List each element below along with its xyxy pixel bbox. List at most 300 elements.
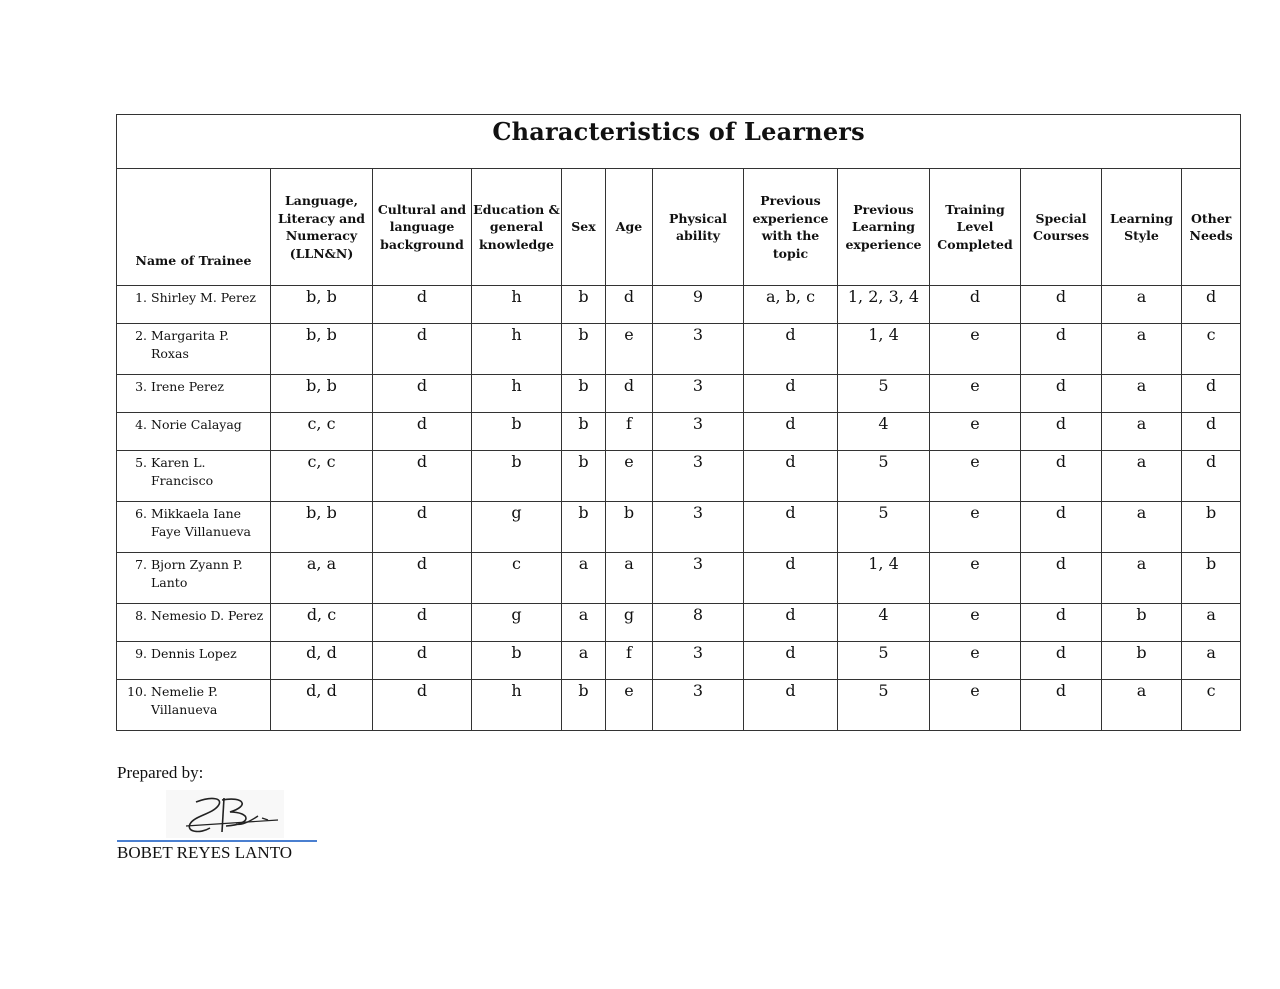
table-cell	[562, 324, 606, 375]
table-cell	[1102, 680, 1182, 731]
cell-value: d	[785, 452, 796, 471]
table-cell	[838, 604, 930, 642]
table-cell	[606, 324, 653, 375]
cell-value: d	[785, 503, 796, 522]
table-cell	[373, 375, 472, 413]
cell-value: b	[578, 376, 589, 395]
table-cell	[472, 375, 562, 413]
cell-value: d	[1055, 325, 1067, 344]
table-cell	[744, 553, 838, 604]
cell-value: 3	[692, 554, 704, 573]
table-cell	[373, 413, 472, 451]
table-cell	[1021, 451, 1102, 502]
table-cell	[930, 604, 1021, 642]
table-cell	[1102, 553, 1182, 604]
cell-value: h	[511, 681, 522, 700]
cell-value: b	[511, 452, 522, 471]
column-header: Physical ability	[653, 169, 744, 286]
cell-value: a, a	[306, 554, 337, 573]
cell-value: 3	[692, 325, 704, 344]
cell-value: h	[511, 325, 522, 344]
table-cell	[838, 451, 930, 502]
cell-value: b	[1205, 503, 1217, 522]
table-cell	[653, 502, 744, 553]
table-cell	[930, 451, 1021, 502]
cell-value: e	[970, 325, 980, 344]
table-cell	[930, 375, 1021, 413]
column-header: Sex	[562, 169, 606, 286]
column-header: Learning Style	[1102, 169, 1182, 286]
trainee-name: Mikkaela Iane Faye Villanueva	[151, 506, 251, 539]
cell-value: d	[1205, 452, 1217, 471]
cell-value: a	[578, 605, 589, 624]
cell-value: e	[970, 643, 980, 662]
cell-value: d	[785, 414, 796, 433]
table-cell	[744, 324, 838, 375]
row-number: 7.	[135, 557, 147, 572]
cell-value: e	[624, 325, 634, 344]
table-cell	[1021, 375, 1102, 413]
table-cell	[472, 642, 562, 680]
trainee-name: Nemelie P. Villanueva	[151, 684, 218, 717]
table-cell	[744, 502, 838, 553]
table-cell	[472, 680, 562, 731]
trainee-name-cell	[117, 451, 271, 502]
cell-value: e	[970, 503, 980, 522]
cell-value: 5	[878, 503, 889, 522]
cell-value: d, d	[306, 681, 337, 700]
table-cell	[1102, 324, 1182, 375]
trainee-name-cell	[117, 604, 271, 642]
trainee-name-cell	[117, 680, 271, 731]
table-cell	[606, 604, 653, 642]
cell-value: d	[623, 287, 635, 306]
trainee-name: Karen L. Francisco	[151, 455, 214, 488]
table-cell	[373, 553, 472, 604]
cell-value: d	[623, 376, 635, 395]
table-cell	[930, 286, 1021, 324]
row-number: 6.	[135, 506, 147, 521]
column-header: Special Courses	[1021, 169, 1102, 286]
trainee-name-cell	[117, 324, 271, 375]
table-row	[117, 642, 1241, 680]
cell-value: c	[1206, 681, 1216, 700]
table-cell	[606, 375, 653, 413]
table-cell	[653, 604, 744, 642]
table-cell	[930, 413, 1021, 451]
table-cell	[744, 680, 838, 731]
header-row	[117, 169, 1241, 286]
table-cell	[930, 324, 1021, 375]
cell-value: 3	[692, 452, 704, 471]
table-cell	[373, 642, 472, 680]
table-cell	[653, 642, 744, 680]
table-cell	[744, 413, 838, 451]
table-cell	[653, 680, 744, 731]
table-cell	[472, 413, 562, 451]
table-cell	[472, 502, 562, 553]
table-cell	[1021, 413, 1102, 451]
table-cell	[930, 502, 1021, 553]
table-cell	[606, 553, 653, 604]
cell-value: e	[970, 681, 980, 700]
cell-value: d	[1055, 452, 1067, 471]
table-cell	[1102, 604, 1182, 642]
table-cell	[1182, 553, 1241, 604]
cell-value: b	[511, 643, 522, 662]
cell-value: a	[1136, 414, 1147, 433]
cell-value: e	[624, 681, 634, 700]
cell-value: c	[512, 554, 521, 573]
cell-value: d	[416, 287, 428, 306]
cell-value: b	[1136, 643, 1147, 662]
table-row	[117, 286, 1241, 324]
table-cell	[1021, 553, 1102, 604]
table-row	[117, 553, 1241, 604]
cell-value: d, d	[306, 643, 337, 662]
cell-value: a	[1206, 605, 1216, 624]
table-cell	[1021, 502, 1102, 553]
table-cell	[653, 324, 744, 375]
cell-value: a, b, c	[765, 287, 816, 306]
cell-value: h	[511, 287, 522, 306]
table-cell	[1102, 413, 1182, 451]
cell-value: d	[416, 376, 428, 395]
cell-value: b, b	[306, 503, 337, 522]
table-cell	[653, 451, 744, 502]
table-cell	[472, 324, 562, 375]
table-cell	[838, 502, 930, 553]
table-cell	[373, 286, 472, 324]
table-cell	[930, 642, 1021, 680]
cell-value: d	[1055, 287, 1067, 306]
cell-value: 4	[878, 414, 889, 433]
table-cell	[1102, 286, 1182, 324]
cell-value: d	[416, 325, 428, 344]
table-cell	[1182, 324, 1241, 375]
signature-line	[117, 840, 317, 842]
trainee-name: Margarita P. Roxas	[151, 328, 229, 361]
table-cell	[606, 286, 653, 324]
table-cell	[562, 413, 606, 451]
signer-name: BOBET REYES LANTO	[117, 843, 293, 862]
table-cell	[271, 642, 373, 680]
cell-value: 3	[692, 376, 704, 395]
table-cell	[606, 502, 653, 553]
cell-value: 9	[692, 287, 704, 306]
table-cell	[271, 553, 373, 604]
cell-value: d	[416, 503, 428, 522]
table-cell	[1102, 502, 1182, 553]
cell-value: c	[1206, 325, 1216, 344]
cell-value: 3	[692, 643, 704, 662]
cell-value: b	[1136, 605, 1147, 624]
column-header: Other Needs	[1182, 169, 1241, 286]
table-cell	[744, 604, 838, 642]
cell-value: d	[416, 554, 428, 573]
table-cell	[930, 680, 1021, 731]
cell-value: 5	[878, 452, 889, 471]
cell-value: d	[785, 681, 796, 700]
table-cell	[653, 286, 744, 324]
table-cell	[1102, 375, 1182, 413]
cell-value: d	[416, 414, 428, 433]
cell-value: b, b	[306, 376, 337, 395]
cell-value: a	[1136, 452, 1147, 471]
cell-value: b	[578, 325, 589, 344]
cell-value: 1, 4	[868, 325, 899, 344]
table-cell	[838, 324, 930, 375]
table-cell	[472, 286, 562, 324]
cell-value: c, c	[307, 414, 336, 433]
cell-value: 3	[692, 681, 704, 700]
column-header: Training Level Completed	[930, 169, 1021, 286]
row-number: 4.	[135, 417, 147, 432]
cell-value: e	[970, 605, 980, 624]
table-cell	[744, 286, 838, 324]
row-number: 9.	[135, 646, 147, 661]
row-number: 8.	[135, 608, 147, 623]
trainee-name-cell	[117, 286, 271, 324]
column-header: Cultural and language background	[373, 169, 472, 286]
row-number: 5.	[135, 455, 147, 470]
cell-value: e	[970, 554, 980, 573]
table-cell	[744, 375, 838, 413]
cell-value: b	[511, 414, 522, 433]
table-cell	[930, 553, 1021, 604]
trainee-name: Shirley M. Perez	[151, 290, 256, 305]
cell-value: 3	[692, 503, 704, 522]
table-cell	[1182, 451, 1241, 502]
column-header: Previous experience with the topic	[744, 169, 838, 286]
cell-value: d	[1055, 414, 1067, 433]
cell-value: a	[1136, 681, 1147, 700]
table-cell	[1182, 502, 1241, 553]
table-cell	[271, 413, 373, 451]
table-cell	[744, 451, 838, 502]
table-cell	[562, 375, 606, 413]
cell-value: a	[1136, 287, 1147, 306]
cell-value: 5	[878, 376, 889, 395]
trainee-name-cell	[117, 502, 271, 553]
table-cell	[1021, 324, 1102, 375]
table-cell	[271, 286, 373, 324]
table-cell	[472, 451, 562, 502]
cell-value: a	[578, 643, 589, 662]
table-cell	[472, 553, 562, 604]
table-row	[117, 604, 1241, 642]
table-cell	[271, 324, 373, 375]
cell-value: d	[1205, 376, 1217, 395]
cell-value: a	[624, 554, 634, 573]
cell-value: e	[970, 452, 980, 471]
table-cell	[373, 680, 472, 731]
trainee-name: Dennis Lopez	[151, 646, 237, 661]
table-row	[117, 375, 1241, 413]
trainee-name-cell	[117, 375, 271, 413]
table-cell	[373, 451, 472, 502]
cell-value: 1, 4	[868, 554, 899, 573]
table-cell	[653, 553, 744, 604]
table-cell	[562, 553, 606, 604]
cell-value: b, b	[306, 325, 337, 344]
table-cell	[562, 642, 606, 680]
trainee-name-cell	[117, 413, 271, 451]
column-header: Age	[606, 169, 653, 286]
cell-value: d, c	[306, 605, 337, 624]
cell-value: b	[578, 414, 589, 433]
cell-value: a	[1136, 325, 1147, 344]
cell-value: a	[578, 554, 589, 573]
table-cell	[838, 375, 930, 413]
table-cell	[838, 680, 930, 731]
cell-value: 3	[692, 414, 704, 433]
table-cell	[562, 604, 606, 642]
trainee-name-cell	[117, 553, 271, 604]
row-number: 2.	[135, 328, 147, 343]
learners-table	[116, 114, 1241, 731]
trainee-name-cell	[117, 642, 271, 680]
trainee-name: Norie Calayag	[151, 417, 242, 432]
cell-value: d	[1055, 681, 1067, 700]
table-cell	[606, 413, 653, 451]
row-number: 1.	[135, 290, 147, 305]
table-cell	[838, 553, 930, 604]
cell-value: b, b	[306, 287, 337, 306]
table-cell	[838, 642, 930, 680]
table-cell	[744, 642, 838, 680]
cell-value: e	[970, 376, 980, 395]
cell-value: g	[511, 605, 522, 624]
signature-image	[166, 790, 284, 838]
cell-value: d	[1205, 287, 1217, 306]
table-cell	[562, 680, 606, 731]
cell-value: b	[578, 681, 589, 700]
cell-value: d	[785, 554, 796, 573]
cell-value: d	[416, 643, 428, 662]
table-cell	[562, 451, 606, 502]
cell-value: d	[1055, 643, 1067, 662]
table-cell	[653, 413, 744, 451]
cell-value: 1, 2, 3, 4	[847, 287, 920, 306]
column-header: Education & general knowledge	[472, 169, 562, 286]
table-cell	[1021, 604, 1102, 642]
table-row	[117, 680, 1241, 731]
table-cell	[653, 375, 744, 413]
table-cell	[1182, 604, 1241, 642]
cell-value: d	[785, 605, 796, 624]
cell-value: d	[1055, 554, 1067, 573]
column-header: Name of Trainee	[117, 169, 271, 286]
table-cell	[271, 680, 373, 731]
cell-value: 5	[878, 681, 889, 700]
table-cell	[606, 451, 653, 502]
cell-value: b	[578, 503, 589, 522]
table-cell	[1021, 286, 1102, 324]
table-row	[117, 451, 1241, 502]
table-cell	[373, 324, 472, 375]
cell-value: e	[970, 414, 980, 433]
table-cell	[271, 604, 373, 642]
cell-value: g	[623, 605, 635, 624]
cell-value: h	[511, 376, 522, 395]
table-cell	[1182, 413, 1241, 451]
cell-value: d	[416, 681, 428, 700]
table-cell	[1102, 642, 1182, 680]
table-cell	[606, 642, 653, 680]
table-cell	[472, 604, 562, 642]
cell-value: a	[1206, 643, 1216, 662]
cell-value: d	[416, 605, 428, 624]
row-number: 10.	[127, 684, 147, 699]
table-cell	[1102, 451, 1182, 502]
table-cell	[838, 286, 930, 324]
table-cell	[271, 502, 373, 553]
cell-value: a	[1136, 376, 1147, 395]
cell-value: e	[624, 452, 634, 471]
cell-value: 4	[878, 605, 889, 624]
row-number: 3.	[135, 379, 147, 394]
column-header: Previous Learning experience	[838, 169, 930, 286]
cell-value: a	[1136, 503, 1147, 522]
table-cell	[271, 375, 373, 413]
cell-value: g	[511, 503, 522, 522]
cell-value: a	[1136, 554, 1147, 573]
table-cell	[1182, 375, 1241, 413]
table-cell	[1182, 680, 1241, 731]
table-cell	[562, 502, 606, 553]
cell-value: d	[1055, 376, 1067, 395]
cell-value: b	[578, 287, 589, 306]
cell-value: d	[785, 643, 796, 662]
table-cell	[1021, 680, 1102, 731]
table-cell	[1182, 286, 1241, 324]
table-cell	[606, 680, 653, 731]
trainee-name: Irene Perez	[151, 379, 224, 394]
cell-value: c, c	[307, 452, 336, 471]
cell-value: f	[626, 414, 632, 433]
cell-value: b	[623, 503, 635, 522]
table-row	[117, 324, 1241, 375]
table-cell	[373, 604, 472, 642]
cell-value: b	[578, 452, 589, 471]
cell-value: d	[785, 376, 796, 395]
table-cell	[271, 451, 373, 502]
table-cell	[1182, 642, 1241, 680]
table-title: Characteristics of Learners	[117, 115, 1241, 169]
table-row	[117, 502, 1241, 553]
table-cell	[373, 502, 472, 553]
prepared-by-label: Prepared by:	[117, 763, 204, 782]
table-cell	[562, 286, 606, 324]
cell-value: d	[785, 325, 796, 344]
column-header: Language, Literacy and Numeracy (LLN&N)	[271, 169, 373, 286]
table-row	[117, 413, 1241, 451]
cell-value: b	[1205, 554, 1217, 573]
cell-value: 5	[878, 643, 889, 662]
table-cell	[1021, 642, 1102, 680]
table-cell	[838, 413, 930, 451]
cell-value: d	[969, 287, 981, 306]
cell-value: f	[626, 643, 632, 662]
cell-value: 8	[692, 605, 704, 624]
cell-value: d	[1205, 414, 1217, 433]
cell-value: d	[1055, 605, 1067, 624]
cell-value: d	[416, 452, 428, 471]
trainee-name: Nemesio D. Perez	[151, 608, 264, 623]
trainee-name: Bjorn Zyann P. Lanto	[151, 557, 243, 590]
cell-value: d	[1055, 503, 1067, 522]
